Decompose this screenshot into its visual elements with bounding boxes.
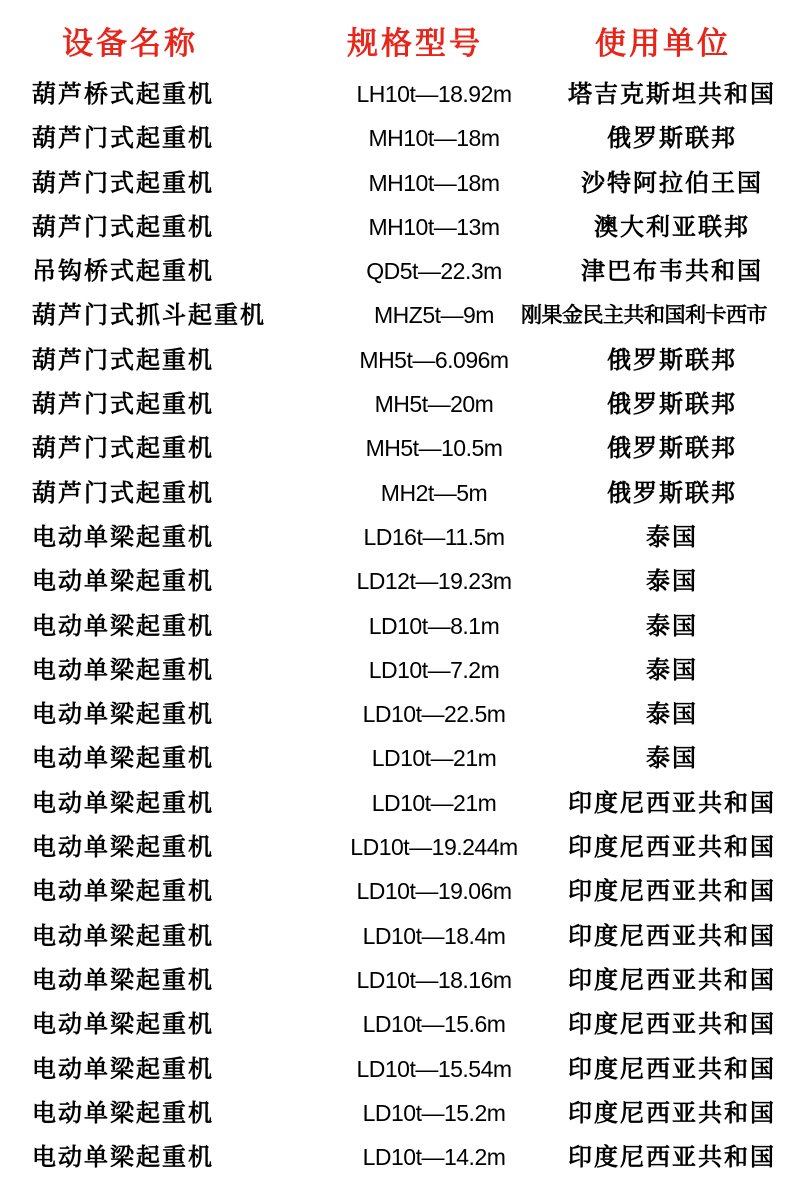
model-spec: LD10t—21m (371, 789, 497, 816)
model-spec: MH2t—5m (380, 479, 488, 506)
user-unit: 塔吉克斯坦共和国 (568, 80, 776, 108)
table-row (0, 338, 800, 382)
user-unit: 俄罗斯联邦 (607, 434, 737, 463)
table-row (0, 72, 800, 116)
user-unit: 印度尼西亚共和国 (568, 965, 776, 994)
equipment-name: 电动单梁起重机 (32, 1054, 214, 1083)
table-row (0, 825, 800, 869)
user-unit: 印度尼西亚共和国 (568, 921, 776, 950)
table-row (0, 781, 800, 825)
table-row (0, 958, 800, 1002)
model-spec: MH10t—13m (368, 213, 500, 240)
user-unit: 刚果金民主共和国利卡西市 (521, 303, 767, 328)
user-unit: 俄罗斯联邦 (607, 478, 737, 507)
table-row (0, 869, 800, 913)
table-row (0, 293, 800, 337)
equipment-table-body (0, 72, 800, 1179)
equipment-name: 葫芦门式起重机 (32, 345, 214, 374)
table-row (0, 692, 800, 736)
user-unit: 俄罗斯联邦 (607, 345, 737, 374)
table-row (0, 736, 800, 780)
user-unit: 印度尼西亚共和国 (568, 788, 776, 817)
header-user-unit: 使用单位 (595, 26, 731, 62)
header-model-spec: 规格型号 (347, 26, 483, 62)
table-header (0, 18, 800, 70)
table-row (0, 161, 800, 205)
model-spec: LD10t—22.5m (362, 701, 506, 728)
equipment-name: 葫芦门式起重机 (32, 212, 214, 241)
model-spec: LD10t—18.4m (362, 922, 506, 949)
table-row (0, 205, 800, 249)
table-row (0, 559, 800, 603)
model-spec: MH5t—20m (374, 391, 494, 418)
user-unit: 印度尼西亚共和国 (568, 1054, 776, 1083)
user-unit: 泰国 (646, 611, 698, 640)
table-row (0, 382, 800, 426)
user-unit: 印度尼西亚共和国 (568, 1098, 776, 1127)
table-row (0, 914, 800, 958)
user-unit: 泰国 (646, 744, 698, 773)
equipment-name: 葫芦门式起重机 (32, 478, 214, 507)
equipment-name: 电动单梁起重机 (32, 833, 214, 862)
user-unit: 俄罗斯联邦 (607, 124, 737, 153)
equipment-name: 电动单梁起重机 (32, 700, 214, 729)
equipment-name: 葫芦门式起重机 (32, 434, 214, 463)
table-row (0, 1135, 800, 1179)
user-unit: 沙特阿拉伯王国 (581, 168, 763, 197)
table-row (0, 604, 800, 648)
table-row (0, 648, 800, 692)
equipment-name: 电动单梁起重机 (32, 1098, 214, 1127)
user-unit: 印度尼西亚共和国 (568, 1143, 776, 1172)
table-row (0, 1091, 800, 1135)
user-unit: 俄罗斯联邦 (607, 390, 737, 419)
user-unit: 印度尼西亚共和国 (568, 1010, 776, 1039)
equipment-name: 电动单梁起重机 (32, 655, 214, 684)
equipment-name: 吊钩桥式起重机 (32, 257, 214, 286)
equipment-name: 葫芦门式起重机 (32, 390, 214, 419)
model-spec: LD10t—18.16m (356, 966, 512, 993)
equipment-name: 葫芦门式抓斗起重机 (32, 301, 266, 330)
equipment-name: 电动单梁起重机 (32, 788, 214, 817)
equipment-name: 电动单梁起重机 (32, 921, 214, 950)
header-equipment-name: 设备名称 (62, 26, 198, 62)
model-spec: MH5t—10.5m (365, 435, 503, 462)
table-row (0, 116, 800, 160)
model-spec: LD10t—15.6m (362, 1011, 506, 1038)
model-spec: LD10t—14.2m (362, 1144, 506, 1171)
equipment-name: 电动单梁起重机 (32, 1010, 214, 1039)
user-unit: 津巴布韦共和国 (581, 257, 763, 286)
model-spec: LH10t—18.92m (356, 81, 512, 107)
table-row (0, 471, 800, 515)
model-spec: MH10t—18m (368, 125, 500, 152)
user-unit: 印度尼西亚共和国 (568, 833, 776, 862)
model-spec: LD10t—19.06m (356, 878, 512, 905)
user-unit: 泰国 (646, 522, 698, 551)
table-row (0, 426, 800, 470)
model-spec: LD10t—19.244m (350, 834, 518, 861)
equipment-name: 电动单梁起重机 (32, 611, 214, 640)
user-unit: 印度尼西亚共和国 (568, 877, 776, 906)
user-unit: 澳大利亚联邦 (594, 212, 750, 241)
equipment-name: 电动单梁起重机 (32, 567, 214, 596)
equipment-name: 葫芦桥式起重机 (32, 80, 214, 108)
equipment-name: 电动单梁起重机 (32, 522, 214, 551)
model-spec: MH10t—18m (368, 169, 500, 196)
model-spec: MH5t—6.096m (359, 346, 509, 373)
model-spec: LD10t—7.2m (368, 656, 500, 683)
equipment-name: 电动单梁起重机 (32, 877, 214, 906)
table-row (0, 1047, 800, 1091)
table-row (0, 249, 800, 293)
model-spec: LD16t—11.5m (363, 523, 505, 550)
model-spec: LD12t—19.23m (356, 568, 512, 595)
model-spec: MHZ5t—9m (374, 302, 494, 329)
equipment-name: 葫芦门式起重机 (32, 124, 214, 153)
equipment-name: 电动单梁起重机 (32, 965, 214, 994)
equipment-name: 葫芦门式起重机 (32, 168, 214, 197)
user-unit: 泰国 (646, 700, 698, 729)
user-unit: 泰国 (646, 655, 698, 684)
user-unit: 泰国 (646, 567, 698, 596)
model-spec: LD10t—15.54m (356, 1055, 512, 1082)
model-spec: LD10t—8.1m (368, 612, 500, 639)
table-row (0, 515, 800, 559)
table-row (0, 1002, 800, 1046)
model-spec: LD10t—21m (371, 745, 497, 772)
model-spec: LD10t—15.2m (362, 1099, 506, 1126)
equipment-name: 电动单梁起重机 (32, 1143, 214, 1172)
equipment-name: 电动单梁起重机 (32, 744, 214, 773)
model-spec: QD5t—22.3m (366, 258, 502, 285)
